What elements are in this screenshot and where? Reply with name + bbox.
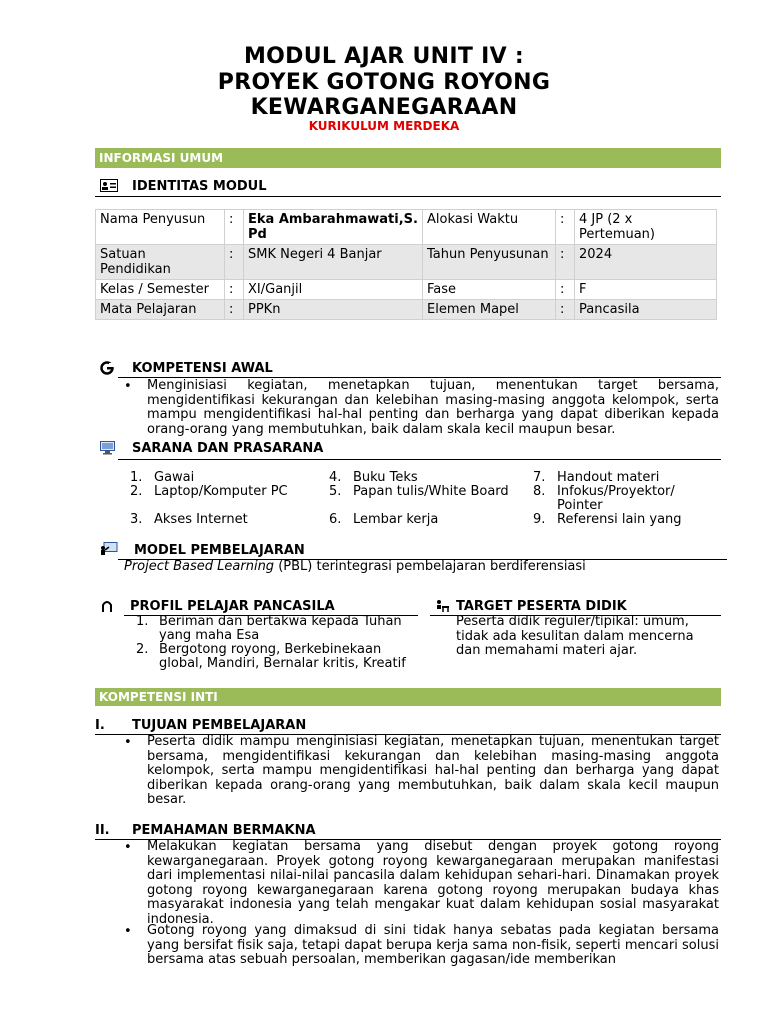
sarana-heading: SARANA DAN PRASARANA [132, 441, 324, 456]
sarana-col-1 [130, 471, 288, 527]
list-num: 1. [136, 614, 149, 629]
list-item [329, 485, 509, 513]
table-cell: : [225, 300, 244, 320]
divider [95, 196, 721, 197]
list-label: Bergotong royong, Berkebinekaan global, Mandiri, Bernalar kritis, Kreatif [159, 642, 406, 671]
model-text-italic: Project Based Learning [124, 559, 275, 574]
table-row [96, 300, 717, 320]
list-num: 2. [130, 484, 143, 499]
module-title-line-3: KEWARGANEGARAAN [250, 95, 518, 120]
tujuan-heading: TUJUAN PEMBELAJARAN [132, 718, 307, 733]
kompetensi-inti-label: KOMPETENSI INTI [99, 690, 218, 704]
list-label: Buku Teks [353, 470, 418, 485]
list-num: 9. [533, 512, 546, 527]
table-cell: : [556, 245, 575, 280]
bullet: • [124, 924, 132, 939]
list-num: 8. [533, 484, 546, 499]
module-title-line-1: MODUL AJAR UNIT IV : [243, 44, 525, 69]
pemahaman-item-2: Gotong royong yang dimaksud di sini tidak hanya sebatas pada kegiatan bersama yang bersifat fisik saja, tetapi dapat berupa kerja sama non-fisik, seperti mencari solusi bersama atas sebuah persoalan, memberikan gagasan/ide memberikan [147, 923, 719, 968]
list-item [533, 471, 697, 485]
list-item [136, 615, 406, 643]
bullet: • [124, 840, 132, 855]
table-row [96, 280, 717, 300]
pemahaman-item-1: Melakukan kegiatan bersama yang disebut dengan proyek gotong royong kewarganegaraan. Proyek gotong royong kewarganegaraan merupakan manifestasi dari implementasi nilai-nilai pancasila dalam kehidupan sehari-hari. Dinamakan proyek gotong royong kewarganegaraan karena gotong royong merupakan budaya khas masyarakat indonesia yang telah mengakar kuat dalam kehidupan sosial masyarakat indonesia. [147, 839, 719, 927]
table-cell: : [225, 280, 244, 300]
list-item [329, 513, 509, 527]
tujuan-text: Peserta didik mampu menginisiasi kegiatan, menetapkan tujuan, menentukan target bersama, mengidentifikasi kekurangan dan kelebihan masing-masing anggota kelompok, serta mampu mengidentifikasi hal-hal penting dan berharga yang dapat diberikan kepada orang-orang yang membutuhkan, baik dalam skala kecil maupun besar. [147, 734, 719, 808]
kompetensi-inti-band [95, 688, 721, 706]
table-cell: Alokasi Waktu [423, 210, 556, 245]
table-row [96, 245, 717, 280]
kompetensi-awal-text: Menginisiasi kegiatan, menetapkan tujuan, menentukan target bersama, mengidentifikasi kekurangan dan kelebihan masing-masing anggota kelompok, serta mampu mengidentifikasi hal-hal penting dan berharga yang dapat diberikan kepada orang-orang yang membutuhkan, baik dalam skala kecil maupun besar. [147, 378, 719, 437]
table-cell: Pancasila [575, 300, 717, 320]
table-cell: Mata Pelajaran [96, 300, 225, 320]
list-item [533, 513, 697, 527]
list-num: 4. [329, 470, 342, 485]
table-cell: Kelas / Semester [96, 280, 225, 300]
list-label: Infokus/Proyektor/ Pointer [557, 484, 675, 513]
list-item [533, 485, 697, 513]
bullet: • [124, 379, 132, 394]
table-cell: : [556, 280, 575, 300]
list-label: Gawai [154, 470, 195, 485]
bullet: • [124, 735, 132, 750]
table-cell: Elemen Mapel [423, 300, 556, 320]
list-item [136, 643, 406, 671]
table-row [96, 210, 717, 245]
informasi-umum-label: INFORMASI UMUM [99, 151, 224, 165]
list-num: 2. [136, 642, 149, 657]
people-icon [100, 599, 114, 617]
pemahaman-number: II. [95, 823, 110, 838]
sarana-col-2 [329, 471, 509, 527]
list-label: Lembar kerja [353, 512, 439, 527]
identitas-table [95, 209, 717, 320]
list-num: 7. [533, 470, 546, 485]
list-num: 5. [329, 484, 342, 499]
list-label: Papan tulis/White Board [353, 484, 509, 499]
target-text: Peserta didik reguler/tipikal: umum, tidak ada kesulitan dalam mencerna dan memahami materi ajar. [456, 614, 694, 658]
list-label: Referensi lain yang [557, 512, 682, 527]
table-cell: 2024 [575, 245, 717, 280]
list-item [329, 471, 509, 485]
id-card-icon [100, 179, 118, 196]
identitas-modul-heading: IDENTITAS MODUL [132, 179, 267, 194]
sarana-col-3 [533, 471, 697, 527]
table-cell: Nama Penyusun [96, 210, 225, 245]
list-label: Laptop/Komputer PC [154, 484, 288, 499]
table-cell: SMK Negeri 4 Banjar [244, 245, 423, 280]
model-heading: MODEL PEMBELAJARAN [134, 543, 305, 558]
pemahaman-heading: PEMAHAMAN BERMAKNA [132, 823, 316, 838]
model-text-rest: (PBL) terintegrasi pembelajaran berdiferensiasi [274, 559, 586, 574]
list-item [130, 471, 288, 485]
divider [118, 459, 721, 460]
table-cell: F [575, 280, 717, 300]
monitor-icon [100, 441, 115, 459]
profil-heading: PROFIL PELAJAR PANCASILA [130, 599, 335, 614]
kompetensi-awal-heading: KOMPETENSI AWAL [132, 361, 273, 376]
table-cell: XI/Ganjil [244, 280, 423, 300]
table-cell: : [225, 210, 244, 245]
informasi-umum-band [95, 148, 721, 168]
curriculum-subtitle: KURIKULUM MERDEKA [308, 119, 460, 133]
list-label: Beriman dan bertakwa kepada Tuhan yang maha Esa [159, 614, 402, 643]
g-logo-icon [100, 361, 114, 379]
target-heading: TARGET PESERTA DIDIK [456, 599, 627, 614]
list-item [130, 513, 288, 527]
list-num: 1. [130, 470, 143, 485]
board-icon [100, 542, 118, 560]
table-cell: Satuan Pendidikan [96, 245, 225, 280]
model-text [124, 559, 586, 574]
table-cell: Fase [423, 280, 556, 300]
table-cell: : [225, 245, 244, 280]
profil-list [136, 615, 406, 671]
table-cell: 4 JP (2 x Pertemuan) [575, 210, 717, 245]
table-cell: Tahun Penyusunan [423, 245, 556, 280]
tujuan-number: I. [95, 718, 105, 733]
table-cell: : [556, 300, 575, 320]
table-cell: PPKn [244, 300, 423, 320]
list-label: Akses Internet [154, 512, 248, 527]
list-num: 6. [329, 512, 342, 527]
list-item [130, 485, 288, 513]
list-label: Handout materi [557, 470, 660, 485]
list-num: 3. [130, 512, 143, 527]
table-cell: Eka Ambarahmawati,S.Pd [244, 210, 423, 245]
module-title-line-2: PROYEK GOTONG ROYONG [217, 70, 551, 95]
table-cell: : [556, 210, 575, 245]
